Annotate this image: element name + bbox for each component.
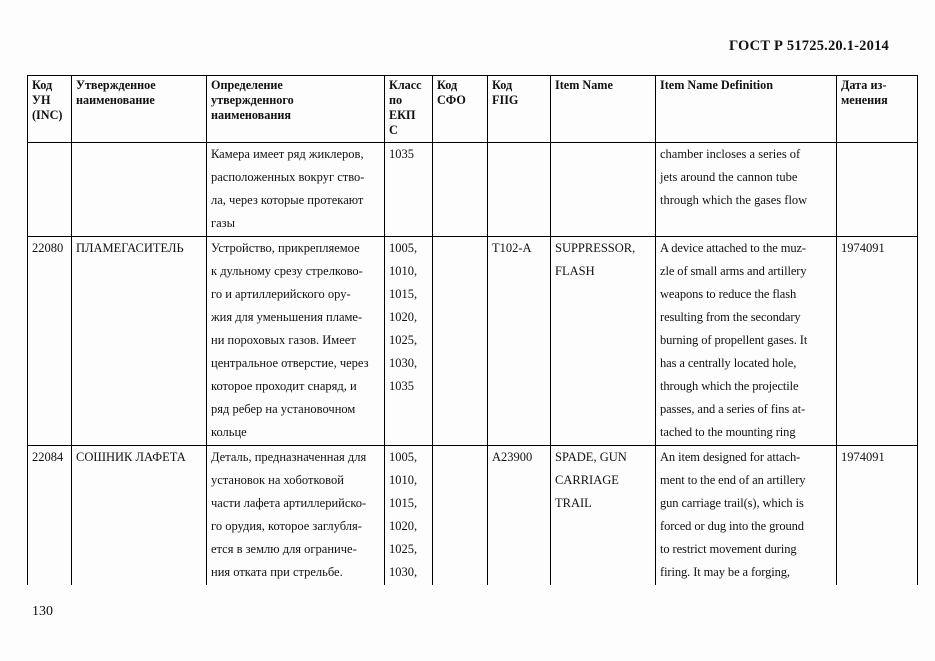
cell-fiig: T102-A bbox=[488, 237, 551, 446]
cell-fiig bbox=[488, 143, 551, 237]
page-number: 130 bbox=[32, 604, 53, 619]
header-name-definition: Определение утвержденного наименования bbox=[207, 76, 385, 143]
cell-sfo bbox=[433, 237, 488, 446]
header-sfo-code: Код СФО bbox=[433, 76, 488, 143]
cell-sfo bbox=[433, 143, 488, 237]
header-fiig-code: Код FIIG bbox=[488, 76, 551, 143]
cell-inc bbox=[28, 143, 72, 237]
cell-class: 1035 bbox=[385, 143, 433, 237]
cell-class: 1005, 1010, 1015, 1020, 1025, 1030, 1035 bbox=[385, 237, 433, 446]
cell-definition-ru: Деталь, предназначенная для установок на хоботковой части лафета артиллерийско- го орудия, которое заглубля- ется в землю для ограниче- ния отката при стрельбе. bbox=[207, 446, 385, 586]
header-approved-name: Утвержденное наименование bbox=[72, 76, 207, 143]
cell-inc: 22080 bbox=[28, 237, 72, 446]
header-change-date: Дата из- менения bbox=[837, 76, 918, 143]
cell-date: 1974091 bbox=[837, 446, 918, 586]
catalog-table bbox=[27, 75, 918, 585]
cell-inc: 22084 bbox=[28, 446, 72, 586]
cell-fiig: A23900 bbox=[488, 446, 551, 586]
cell-definition-en: A device attached to the muz- zle of small arms and artillery weapons to reduce the flash resulting from the secondary burning of propellent gases. It has a centrally located hole, through which the projectile passes, and a series of fins at- tached to the mounting ring bbox=[656, 237, 837, 446]
cell-class: 1005, 1010, 1015, 1020, 1025, 1030, bbox=[385, 446, 433, 586]
cell-name-ru: ПЛАМЕГАСИТЕЛЬ bbox=[72, 237, 207, 446]
header-item-name-definition: Item Name Definition bbox=[656, 76, 837, 143]
table-header-row bbox=[28, 76, 918, 143]
cell-date: 1974091 bbox=[837, 237, 918, 446]
cell-definition-ru: Камера имеет ряд жиклеров, расположенных вокруг ство- ла, через которые протекают газы bbox=[207, 143, 385, 237]
cell-item-name: SUPPRESSOR, FLASH bbox=[551, 237, 656, 446]
cell-item-name bbox=[551, 143, 656, 237]
cell-name-ru bbox=[72, 143, 207, 237]
table-row bbox=[28, 143, 918, 237]
cell-date bbox=[837, 143, 918, 237]
cell-name-ru: СОШНИК ЛАФЕТА bbox=[72, 446, 207, 586]
header-class: Класс по ЕКП С bbox=[385, 76, 433, 143]
cell-definition-en: An item designed for attach- ment to the end of an artillery gun carriage trail(s), which is forced or dug into the ground to restrict movement during firing. It may be a forging, bbox=[656, 446, 837, 586]
table-row bbox=[28, 446, 918, 586]
header-inc-code: Код УН (INC) bbox=[28, 76, 72, 143]
document-standard-number: ГОСТ Р 51725.20.1-2014 bbox=[728, 38, 889, 54]
cell-definition-ru: Устройство, прикрепляемое к дульному срезу стрелково- го и артиллерийского ору- жия для уменьшения пламе- ни пороховых газов. Имеет центральное отверстие, через которое проходит снаряд, и ряд ребер на установочном кольце bbox=[207, 237, 385, 446]
cell-sfo bbox=[433, 446, 488, 586]
header-item-name: Item Name bbox=[551, 76, 656, 143]
cell-item-name: SPADE, GUN CARRIAGE TRAIL bbox=[551, 446, 656, 586]
cell-definition-en: chamber incloses a series of jets around the cannon tube through which the gases flow bbox=[656, 143, 837, 237]
table-row bbox=[28, 237, 918, 446]
